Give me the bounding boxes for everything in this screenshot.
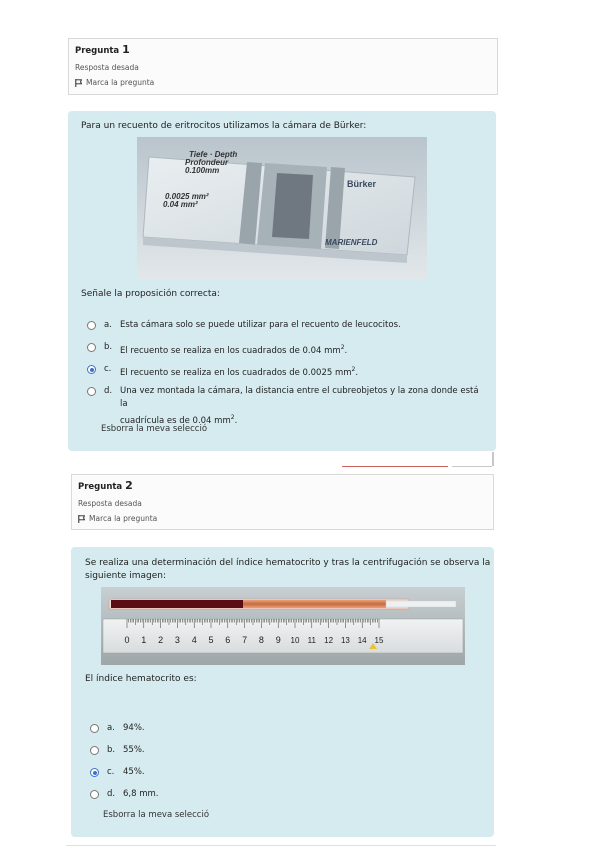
option-letter: c. [104,364,112,374]
ruler-number: 4 [191,635,197,645]
option-text [120,363,358,380]
ruler-number: 12 [324,636,334,645]
option-text: 94%. [123,723,145,733]
hematocrit-tube-image [101,587,465,665]
q1-option-a[interactable] [87,319,401,332]
question-2-title [78,479,487,492]
depth-value: 0.100mm [185,166,220,175]
question-2-prompt-line1: Se realiza una determinación del índice hematocrito y tras la centrifugación se observa la [85,558,491,568]
question-2-info [71,474,494,530]
option-text-tail: . [234,415,238,426]
q2-clear-selection-link[interactable]: Esborra la meva selecció [103,810,210,820]
ruler-number: 10 [290,636,300,645]
flag-question-1-link[interactable] [75,78,491,87]
option-letter: c. [107,767,115,777]
q2-option-b[interactable] [90,744,145,757]
q2-option-d[interactable] [90,788,158,801]
radio-button[interactable] [87,387,96,396]
flag-label: Marca la pregunta [89,514,158,523]
option-letter: b. [104,342,113,352]
question-label: Pregunta [78,482,123,492]
mid-divider-bar [492,452,494,466]
radio-button[interactable] [87,343,96,352]
option-letter: b. [107,745,116,755]
question-1-instruction: Señale la proposición correcta: [81,289,220,299]
bottom-divider [66,845,496,846]
flag-icon [75,79,83,87]
flag-label: Marca la pregunta [86,78,155,87]
ruler-number: 0 [124,635,130,645]
radio-button[interactable] [90,790,99,799]
question-1-info [68,38,498,95]
radio-button-selected[interactable] [90,768,99,777]
radio-button[interactable] [90,746,99,755]
mid-divider-grey [452,466,492,467]
question-2-instruction: El índice hematocrito es: [85,674,197,684]
option-text: 45%. [123,767,145,777]
option-text: Esta cámara solo se puede utilizar para el recuento de leucocitos. [120,320,401,330]
area-large-label: 0.04 mm² [163,200,198,209]
question-1-state: Resposta desada [75,63,139,72]
maker-label: MARIENFELD [325,238,378,247]
question-2-state: Resposta desada [78,499,142,508]
ruler-number: 2 [158,635,164,645]
option-text-tail: . [355,367,359,378]
radio-button[interactable] [90,724,99,733]
ruler-number: 8 [258,635,264,645]
ruler-number: 9 [275,635,281,645]
flag-question-2-link[interactable] [78,514,487,523]
radio-button[interactable] [87,321,96,330]
depth-label: Tiefe · Depth [189,150,238,159]
option-text-main: El recuento se realiza en los cuadrados de 0.0025 mm [120,367,352,378]
q1-option-b[interactable] [87,341,347,358]
ruler-number: 15 [374,636,384,645]
mid-divider-red [342,466,448,467]
ruler-number: 13 [340,636,350,645]
ruler-number: 11 [307,636,316,645]
option-superscript: 2 [351,366,356,373]
option-text-main: El recuento se realiza en los cuadrados de 0.04 mm [120,345,341,356]
burker-chamber-image [137,137,427,280]
ruler-number: 3 [174,635,180,645]
q1-option-c[interactable] [87,363,358,380]
question-2-prompt-line2: siguiente imagen: [85,571,167,581]
option-text-line2: cuadrícula es de 0.04 mm [120,415,231,426]
question-label: Pregunta [75,46,120,56]
question-1-prompt: Para un recuento de eritrocitos utilizamos la cámara de Bürker: [81,121,367,131]
question-number: 1 [122,43,130,56]
option-superscript: 2 [230,414,235,421]
q2-option-a[interactable] [90,722,145,735]
option-letter: a. [104,320,112,330]
option-text: 55%. [123,745,145,755]
ruler-number: 14 [357,636,367,645]
brand-label: Bürker [347,179,377,189]
q2-option-c[interactable] [90,766,145,779]
option-superscript: 2 [340,344,345,351]
option-text-main: Una vez montada la cámara, la distancia entre el cubreobjetos y la zona donde está la [120,386,479,409]
area-small-label: 0.0025 mm² [165,192,209,201]
flag-icon [78,515,86,523]
profondeur-label: Profondeur [185,158,229,167]
q1-option-d[interactable] [87,385,488,428]
option-text [120,341,347,358]
option-letter: d. [107,789,116,799]
option-letter: a. [107,723,115,733]
ruler-number: 1 [141,635,147,645]
ruler-number: 7 [242,635,248,645]
question-number: 2 [125,479,133,492]
ruler-number: 6 [225,635,231,645]
question-1-title [75,43,491,56]
option-text [120,385,488,428]
option-text: 6,8 mm. [123,789,159,799]
option-text-tail: . [344,345,348,356]
option-letter: d. [104,386,113,396]
radio-button-selected[interactable] [87,365,96,374]
q1-clear-selection-link[interactable]: Esborra la meva selecció [101,424,208,434]
ruler-number: 5 [208,635,214,645]
